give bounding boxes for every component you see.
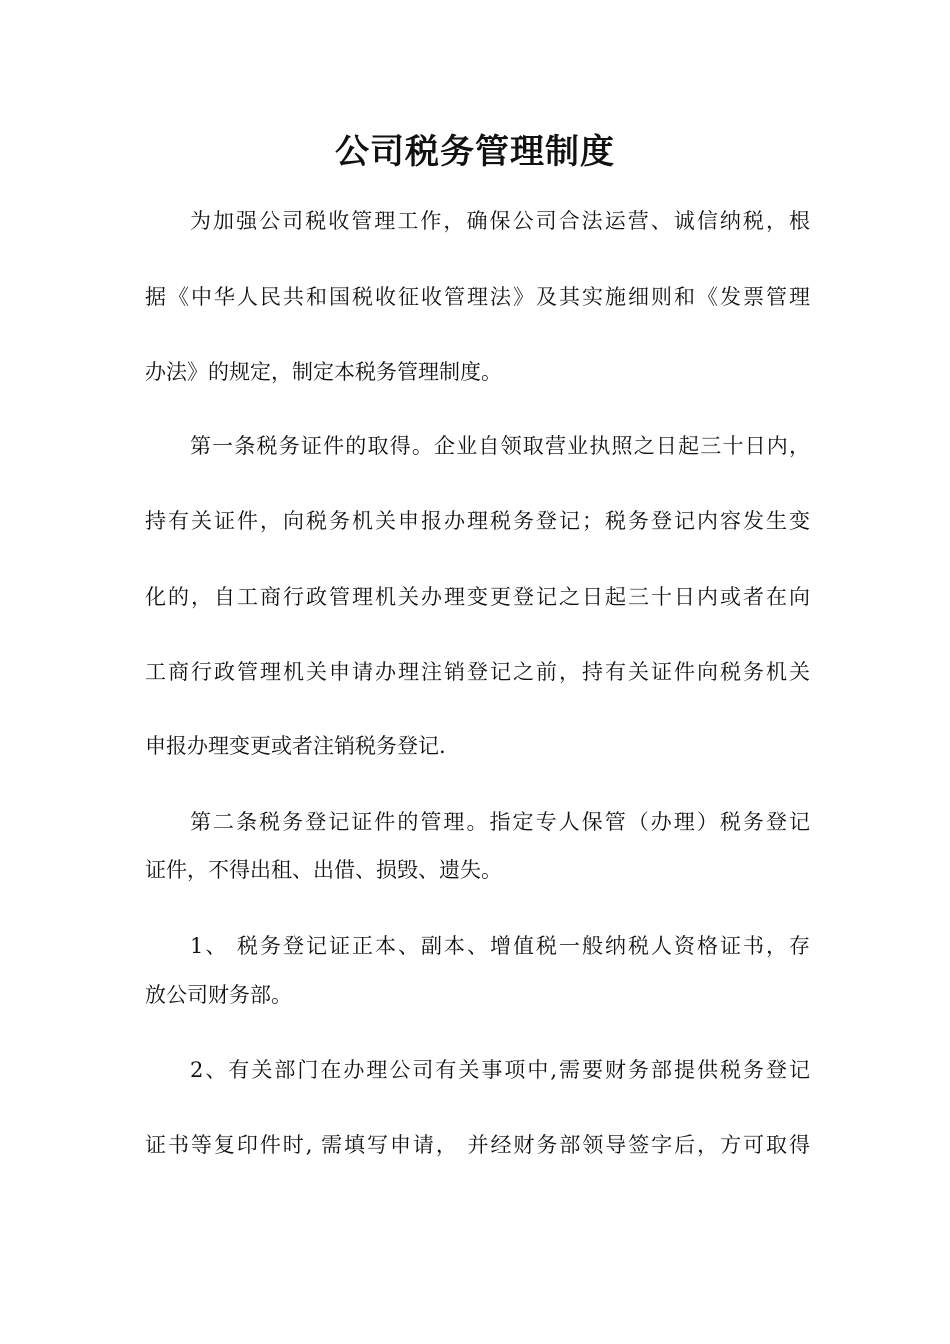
paragraph-line: 证书等复印件时, 需填写申请， 并经财务部领导签字后，方可取得	[145, 1133, 810, 1157]
paragraph-line: 工商行政管理机关申请办理注销登记之前，持有关证件向税务机关	[145, 660, 810, 684]
paragraph-line: 放公司财务部。	[145, 983, 292, 1007]
paragraph-line: 办法》的规定，制定本税务管理制度。	[145, 360, 502, 384]
paragraph-line: 证件，不得出租、出借、损毁、遗失。	[145, 858, 502, 882]
paragraph-line: 2、有关部门在办理公司有关事项中,需要财务部提供税务登记	[190, 1058, 810, 1082]
paragraph-line: 据《中华人民共和国税收征收管理法》及其实施细则和《发票管理	[145, 285, 810, 309]
paragraph-line: 为加强公司税收管理工作，确保公司合法运营、诚信纳税，根	[190, 209, 810, 233]
paragraph-line: 第一条税务证件的取得。企业自领取营业执照之日起三十日内，	[190, 434, 810, 458]
document-title: 公司税务管理制度	[335, 132, 615, 172]
paragraph-line: 化的，自工商行政管理机关办理变更登记之日起三十日内或者在向	[145, 585, 810, 609]
paragraph-line: 第二条税务登记证件的管理。指定专人保管（办理）税务登记	[190, 810, 810, 834]
paragraph-line: 1、 税务登记证正本、副本、增值税一般纳税人资格证书，存	[190, 934, 810, 958]
paragraph-line: 申报办理变更或者注销税务登记.	[145, 734, 446, 758]
paragraph-line: 持有关证件，向税务机关申报办理税务登记；税务登记内容发生变	[145, 509, 810, 533]
